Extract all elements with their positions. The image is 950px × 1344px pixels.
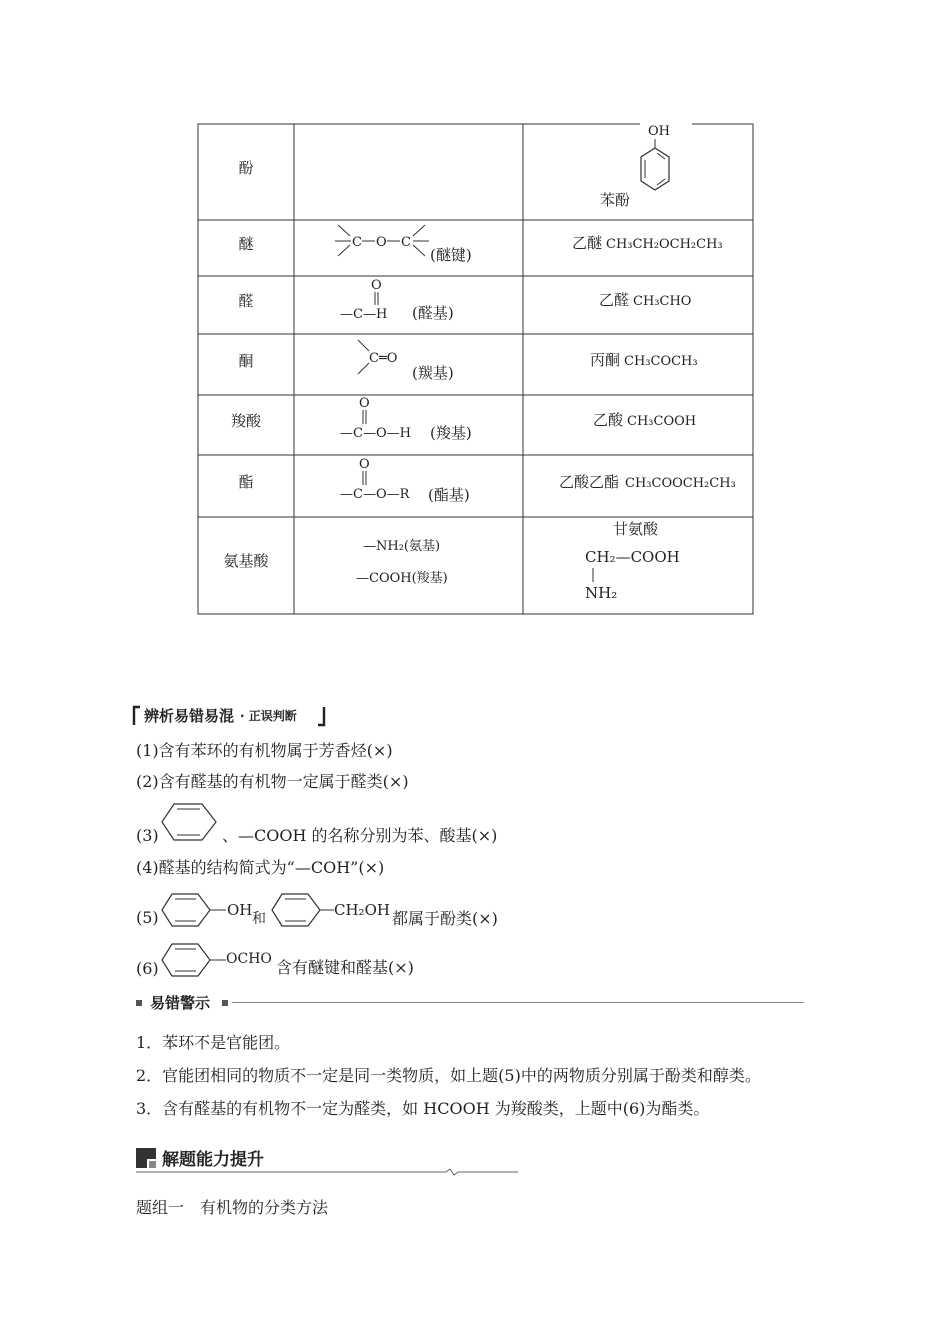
benzene-ring-icon [160, 802, 218, 842]
carboxyl-chain: —C—O—H [340, 426, 411, 441]
divider [232, 1002, 804, 1003]
svg-text:O: O [376, 235, 387, 250]
example-phenol-name: 苯酚 [600, 191, 631, 209]
ketone-chain: C═O [369, 351, 398, 366]
svg-text:乙醚 [572, 234, 603, 252]
svg-text:C: C [352, 235, 362, 250]
example-ester-name: 乙酸乙酯 [559, 473, 620, 491]
oh-text: OH [227, 901, 253, 919]
amino-group-line2: —COOH(羧基) [356, 571, 448, 586]
functional-group-table [0, 0, 950, 640]
example-amino-chain: CH₂—COOH [585, 548, 680, 566]
item-text: 都属于酚类(×) [392, 909, 498, 928]
svg-text:乙酸 [593, 411, 624, 429]
ketone-group-label: (羰基) [412, 364, 454, 382]
judge-item-3-text [222, 823, 497, 849]
phenol-ring-icon [160, 890, 230, 930]
and-text: 和 [252, 911, 266, 927]
example-acid-name: 乙酸 [593, 411, 624, 429]
example-aldehyde-name: 乙醛 [599, 291, 630, 309]
item-num: (1) [136, 741, 159, 760]
judge-item-2 [136, 769, 409, 795]
warning-item-2: 2．官能团相同的物质不一定是同一类物质，如上题(5)中的两物质分别属于酚类和醇类。 [136, 1066, 761, 1085]
class-ketone: 酮 [238, 352, 254, 370]
phenol-oh: OH [648, 124, 670, 139]
judge-title: 辨析易错易混 [144, 707, 235, 725]
item-text: 含有醚键和醛基(×) [276, 958, 414, 977]
warning-title: 易错警示 [150, 994, 211, 1012]
and-label [252, 906, 266, 932]
judge-item-6-text [276, 955, 414, 981]
example-acid-formula: CH₃COOH [627, 414, 697, 429]
section-heading [136, 1145, 521, 1175]
judge-item-1 [136, 738, 393, 764]
phenol-oh-label [227, 897, 252, 923]
svg-text:乙醛 [599, 291, 629, 309]
item-num: (2) [136, 772, 159, 791]
question-group-label: 题组一 有机物的分类方法 [136, 1198, 329, 1217]
amino-group-line1: —NH₂(氨基) [363, 539, 441, 554]
example-aldehyde-formula: CH₃CHO [633, 294, 692, 309]
carboxyl-o: O [359, 396, 370, 411]
ether-group-label: (醚键) [430, 246, 472, 264]
aldehyde-group-label: (醛基) [412, 304, 454, 322]
ocho-text: OCHO [226, 951, 272, 967]
aldehyde-chain: —C—H [340, 307, 388, 322]
class-phenol: 酚 [238, 159, 254, 177]
class-ether: 醚 [238, 235, 254, 253]
section-underline [136, 1169, 521, 1177]
judge-item-5 [136, 905, 159, 931]
judge-heading [132, 703, 332, 729]
item-num: (4) [136, 858, 159, 877]
warning-item-3: 3．含有醛基的有机物不一定为醛类，如 HCOOH 为羧酸类，上题中(6)为酯类。 [136, 1099, 710, 1118]
svg-text:丙酮 [590, 351, 620, 369]
section-block-icon [136, 1148, 156, 1168]
ester-o: O [359, 457, 370, 472]
item-text: 含有苯环的有机物属于芳香烃(×) [158, 741, 393, 760]
item-text: 含有醛基的有机物一定属于醛类(×) [158, 772, 409, 791]
ch2oh-label [334, 897, 390, 923]
class-carboxylic-acid: 羧酸 [230, 412, 262, 430]
example-ketone-name: 丙酮 [590, 351, 621, 369]
example-ketone-formula: CH₃COCH₃ [624, 354, 698, 369]
item-num: (3) [136, 826, 159, 845]
judge-item-5-text [392, 906, 498, 932]
square-bullet-icon [136, 1000, 142, 1006]
example-amino-name: 甘氨酸 [613, 520, 659, 538]
class-amino-acid: 氨基酸 [223, 552, 269, 570]
example-ether-formula: CH₃CH₂OCH₂CH₃ [606, 237, 723, 252]
example-ether-name: 乙醚 [572, 234, 603, 252]
judge-subtitle: · 正误判断 [240, 709, 297, 723]
item-num: (5) [136, 908, 159, 927]
example-ester-formula: CH₃COOCH₂CH₃ [625, 476, 736, 491]
carboxyl-group-label: (羧基) [430, 424, 472, 442]
judge-item-4 [136, 855, 384, 881]
phenol-structure-icon [640, 118, 692, 190]
svg-text:乙酸乙酯 [559, 473, 619, 491]
warning-item-1: 1．苯环不是官能团。 [136, 1033, 291, 1052]
phenyl-formate-ring-icon [160, 940, 230, 980]
warning-heading [136, 992, 806, 1014]
section-title: 解题能力提升 [162, 1150, 264, 1170]
ester-group-label: (酯基) [428, 486, 470, 504]
example-amino-nh2: NH₂ [585, 584, 618, 602]
svg-text:C: C [401, 235, 411, 250]
judge-item-6 [136, 956, 159, 982]
item-num: (6) [136, 959, 159, 978]
ocho-label [226, 946, 272, 972]
class-ester: 酯 [238, 473, 254, 491]
item-text: 、—COOH 的名称分别为苯、酸基(×) [222, 826, 498, 845]
square-bullet-icon [222, 1000, 228, 1006]
ester-chain: —C—O—R [340, 487, 410, 502]
item-text: 醛基的结构简式为“—COH”(×) [158, 858, 385, 877]
benzyl-ring-icon [270, 890, 340, 930]
aldehyde-o: O [371, 278, 382, 293]
ch2oh-text: CH₂OH [334, 901, 390, 919]
class-aldehyde: 醛 [238, 292, 254, 310]
judge-item-3 [136, 823, 159, 849]
